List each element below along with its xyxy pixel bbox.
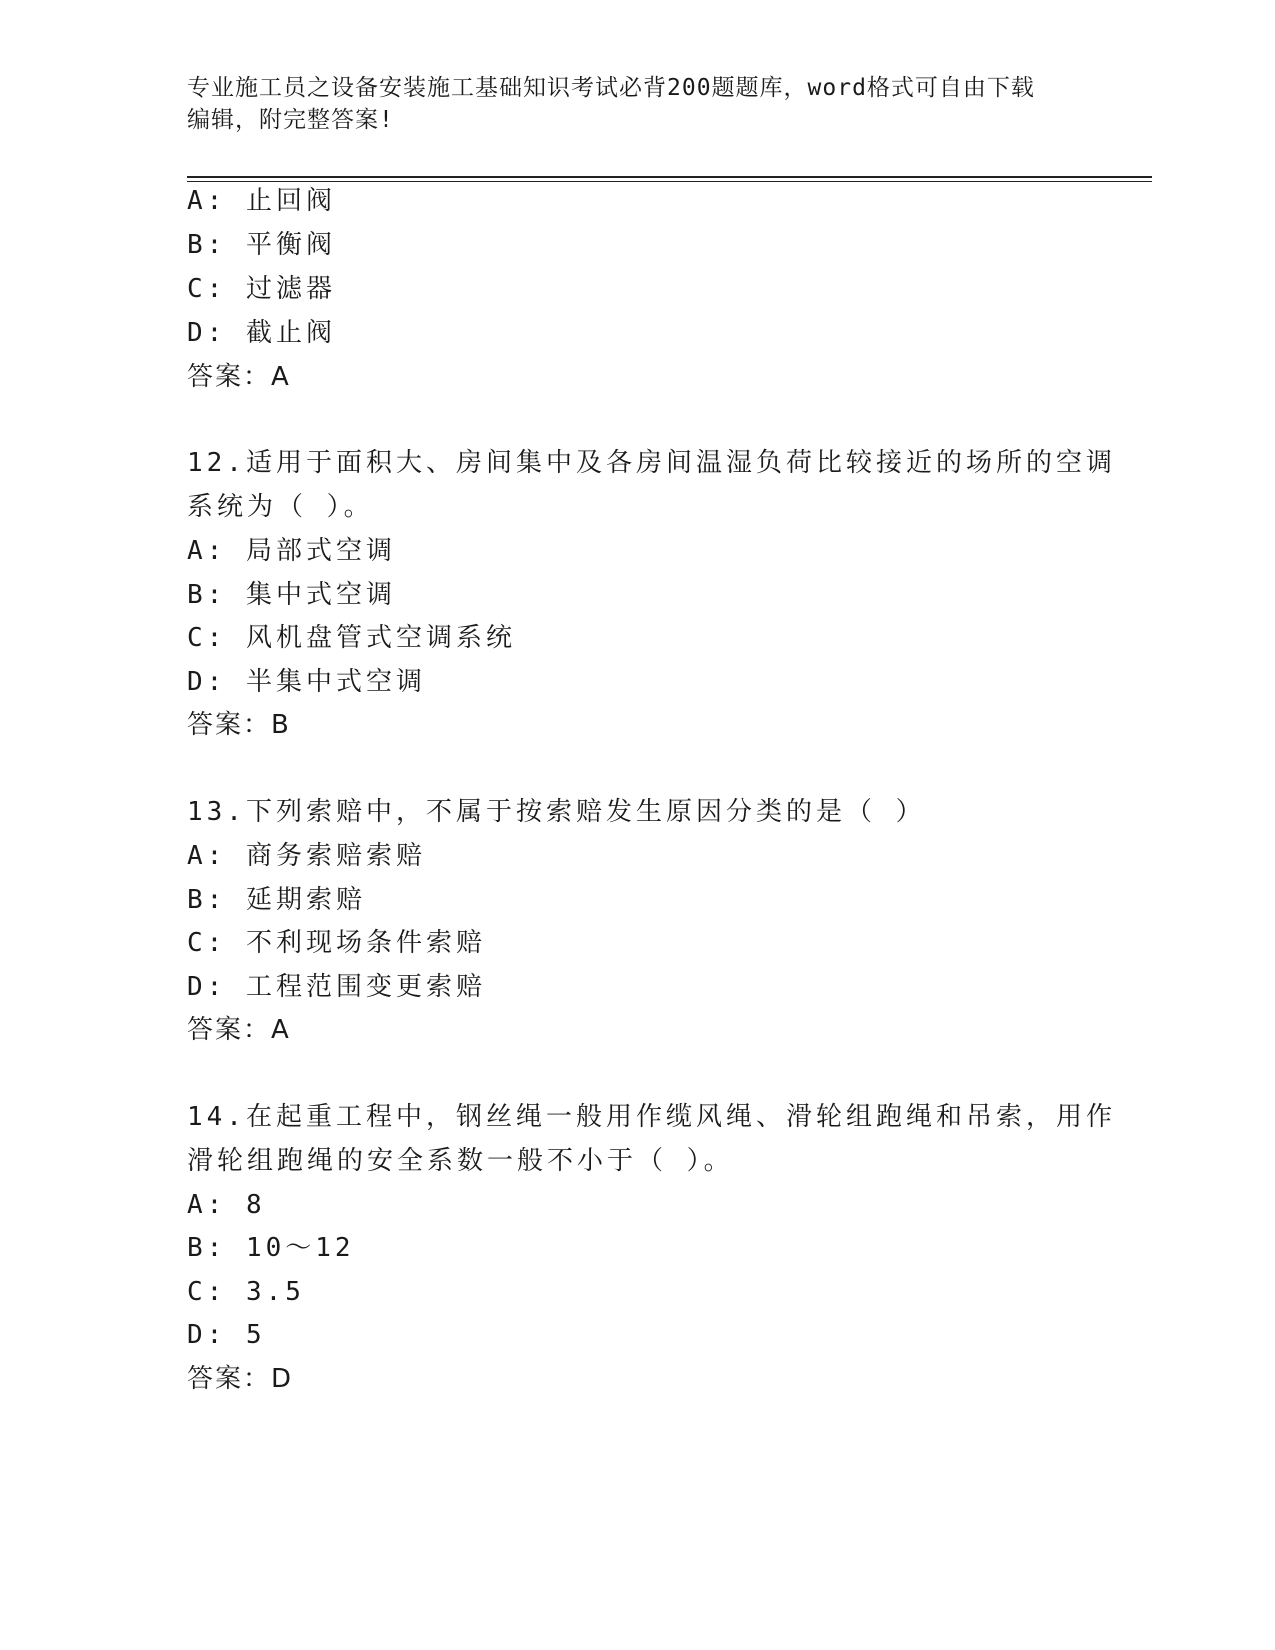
q14-option-c: C: 3.5 bbox=[187, 1277, 305, 1307]
header-divider bbox=[187, 176, 1152, 182]
q14-option-a: A: 8 bbox=[187, 1190, 266, 1220]
q12-option-b: B: 集中式空调 bbox=[187, 580, 396, 610]
q13-answer: 答案：A bbox=[187, 1015, 291, 1045]
q11-option-c: C: 过滤器 bbox=[187, 274, 336, 304]
q11-answer: 答案：A bbox=[187, 362, 291, 392]
document-header bbox=[187, 72, 1087, 136]
q12-answer: 答案：B bbox=[187, 710, 291, 740]
q14-stem-line-2: 滑轮组跑绳的安全系数一般不小于（ ）。 bbox=[187, 1146, 734, 1176]
header-line-1: 专业施工员之设备安装施工基础知识考试必背200题题库，word格式可自由下载 bbox=[187, 75, 1035, 101]
q12-stem-line-1: 12.适用于面积大、房间集中及各房间温湿负荷比较接近的场所的空调 bbox=[187, 448, 1116, 478]
q11-option-d: D: 截止阀 bbox=[187, 318, 336, 348]
header-line-2: 编辑，附完整答案! bbox=[187, 107, 394, 133]
q12-option-d: D: 半集中式空调 bbox=[187, 667, 426, 697]
q14-option-d: D: 5 bbox=[187, 1320, 266, 1350]
q11-option-b: B: 平衡阀 bbox=[187, 230, 336, 260]
q12-stem-line-2: 系统为（ ）。 bbox=[187, 492, 374, 522]
q12-option-c: C: 风机盘管式空调系统 bbox=[187, 623, 516, 653]
q14-answer: 答案：D bbox=[187, 1364, 294, 1394]
q13-option-b: B: 延期索赔 bbox=[187, 885, 366, 915]
q12-option-a: A: 局部式空调 bbox=[187, 536, 396, 566]
q11-option-a: A: 止回阀 bbox=[187, 186, 336, 216]
q13-option-d: D: 工程范围变更索赔 bbox=[187, 972, 486, 1002]
q13-option-a: A: 商务索赔索赔 bbox=[187, 841, 426, 871]
q13-option-c: C: 不利现场条件索赔 bbox=[187, 928, 486, 958]
q14-option-b: B: 10～12 bbox=[187, 1233, 355, 1263]
q13-stem-line-1: 13.下列索赔中，不属于按索赔发生原因分类的是（ ） bbox=[187, 797, 926, 827]
q14-stem-line-1: 14.在起重工程中，钢丝绳一般用作缆风绳、滑轮组跑绳和吊索，用作 bbox=[187, 1102, 1116, 1132]
